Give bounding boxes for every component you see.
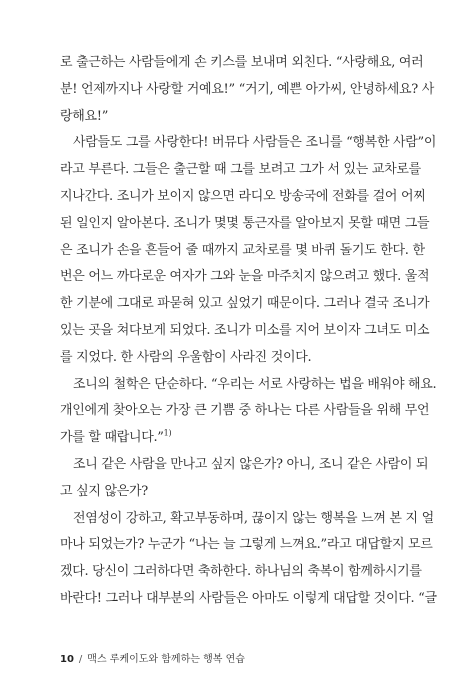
line-text: 고 싶지 않은가? (60, 483, 148, 499)
line-text: 지나간다. 조니가 보이지 않으면 라디오 방송국에 전화를 걸어 어찌 (60, 188, 426, 204)
page-footer (60, 650, 245, 665)
line-text: 번은 어느 까다로운 여자가 그와 눈을 마주치지 않으려고 했다. 울적 (60, 269, 430, 285)
line-text: 개인에게 찾아오는 가장 큰 기쁨 중 하나는 다른 사람들을 위해 무언 (60, 403, 430, 419)
line-text: 랑해요!” (60, 108, 109, 124)
paragraph (60, 50, 434, 130)
footnote-marker: 1) (163, 428, 172, 438)
text-line (60, 559, 422, 586)
text-line (60, 157, 421, 184)
text-line (60, 211, 430, 238)
paragraph (60, 372, 437, 452)
line-text: 한 기분에 그대로 파묻혀 있고 싶었기 때문이다. 그러나 결국 조니가 (60, 296, 430, 312)
text-line (60, 586, 437, 613)
line-text: 바란다! 그러나 대부분의 사람들은 아마도 이렇게 대답할 것이다. “글 (60, 590, 437, 606)
line-text: 된 일인지 알아본다. 조니가 몇몇 통근자를 알아보지 못할 때면 그들 (60, 215, 430, 231)
text-line (60, 130, 437, 157)
line-text: 겠다. 당신이 그러하다면 축하한다. 하나님의 축복이 함께하시기를 (60, 564, 422, 580)
line-text: 조니의 철학은 단순하다. “우리는 서로 사랑하는 법을 배워야 해요. (73, 376, 437, 392)
line-text: 분! 언제까지나 사랑할 거예요!” “거기, 예쁜 아가씨, 안녕하세요? 사 (60, 81, 434, 97)
line-text: 전염성이 강하고, 확고부동하며, 끊이지 않는 행복을 느껴 본 지 얼 (73, 510, 434, 526)
paragraph (60, 452, 429, 506)
line-text: 조니 같은 사람을 만나고 싶지 않은가? 아니, 조니 같은 사람이 되 (73, 456, 429, 472)
line-text: 라고 부른다. 그들은 출근할 때 그를 보려고 그가 서 있는 교차로를 (60, 162, 421, 178)
text-line (60, 50, 424, 77)
line-text: 있는 곳을 쳐다보게 되었다. 조니가 미소를 지어 보이자 그녀도 미소 (60, 322, 430, 338)
line-text: 마나 되었는가? 누군가 “나는 늘 그렇게 느껴요.”라고 대답할지 모르 (60, 537, 433, 553)
text-line (60, 372, 437, 399)
text-line (60, 345, 411, 372)
text-line (60, 77, 434, 104)
text-line (60, 104, 411, 131)
paragraph (60, 130, 437, 371)
line-text: 사람들도 그를 사랑한다! 버뮤다 사람들은 조니를 “행복한 사람”이 (73, 135, 437, 151)
text-line (60, 452, 429, 479)
text-line (60, 264, 430, 291)
line-text: 가를 할 때랍니다.” (60, 430, 164, 446)
text-line (60, 479, 411, 506)
line-text: 은 조니가 손을 흔들어 줄 때까지 교차로를 몇 바퀴 돌기도 한다. 한 (60, 242, 425, 258)
text-line (60, 425, 411, 452)
paragraph (60, 506, 437, 613)
text-line (60, 318, 430, 345)
running-title: 맥스 루케이도와 함께하는 행복 연습 (87, 654, 245, 665)
text-line (60, 291, 430, 318)
text-line (60, 506, 434, 533)
text-line (60, 238, 425, 265)
line-text: 를 지었다. 한 사람의 우울함이 사라진 것이다. (60, 349, 312, 365)
page-number: 10 (60, 654, 74, 665)
footer-separator: / (78, 654, 83, 665)
text-line (60, 532, 433, 559)
body-text (60, 50, 437, 613)
text-line (60, 184, 426, 211)
text-line (60, 398, 430, 425)
line-text: 로 출근하는 사람들에게 손 키스를 보내며 외친다. “사랑해요, 여러 (60, 55, 424, 70)
